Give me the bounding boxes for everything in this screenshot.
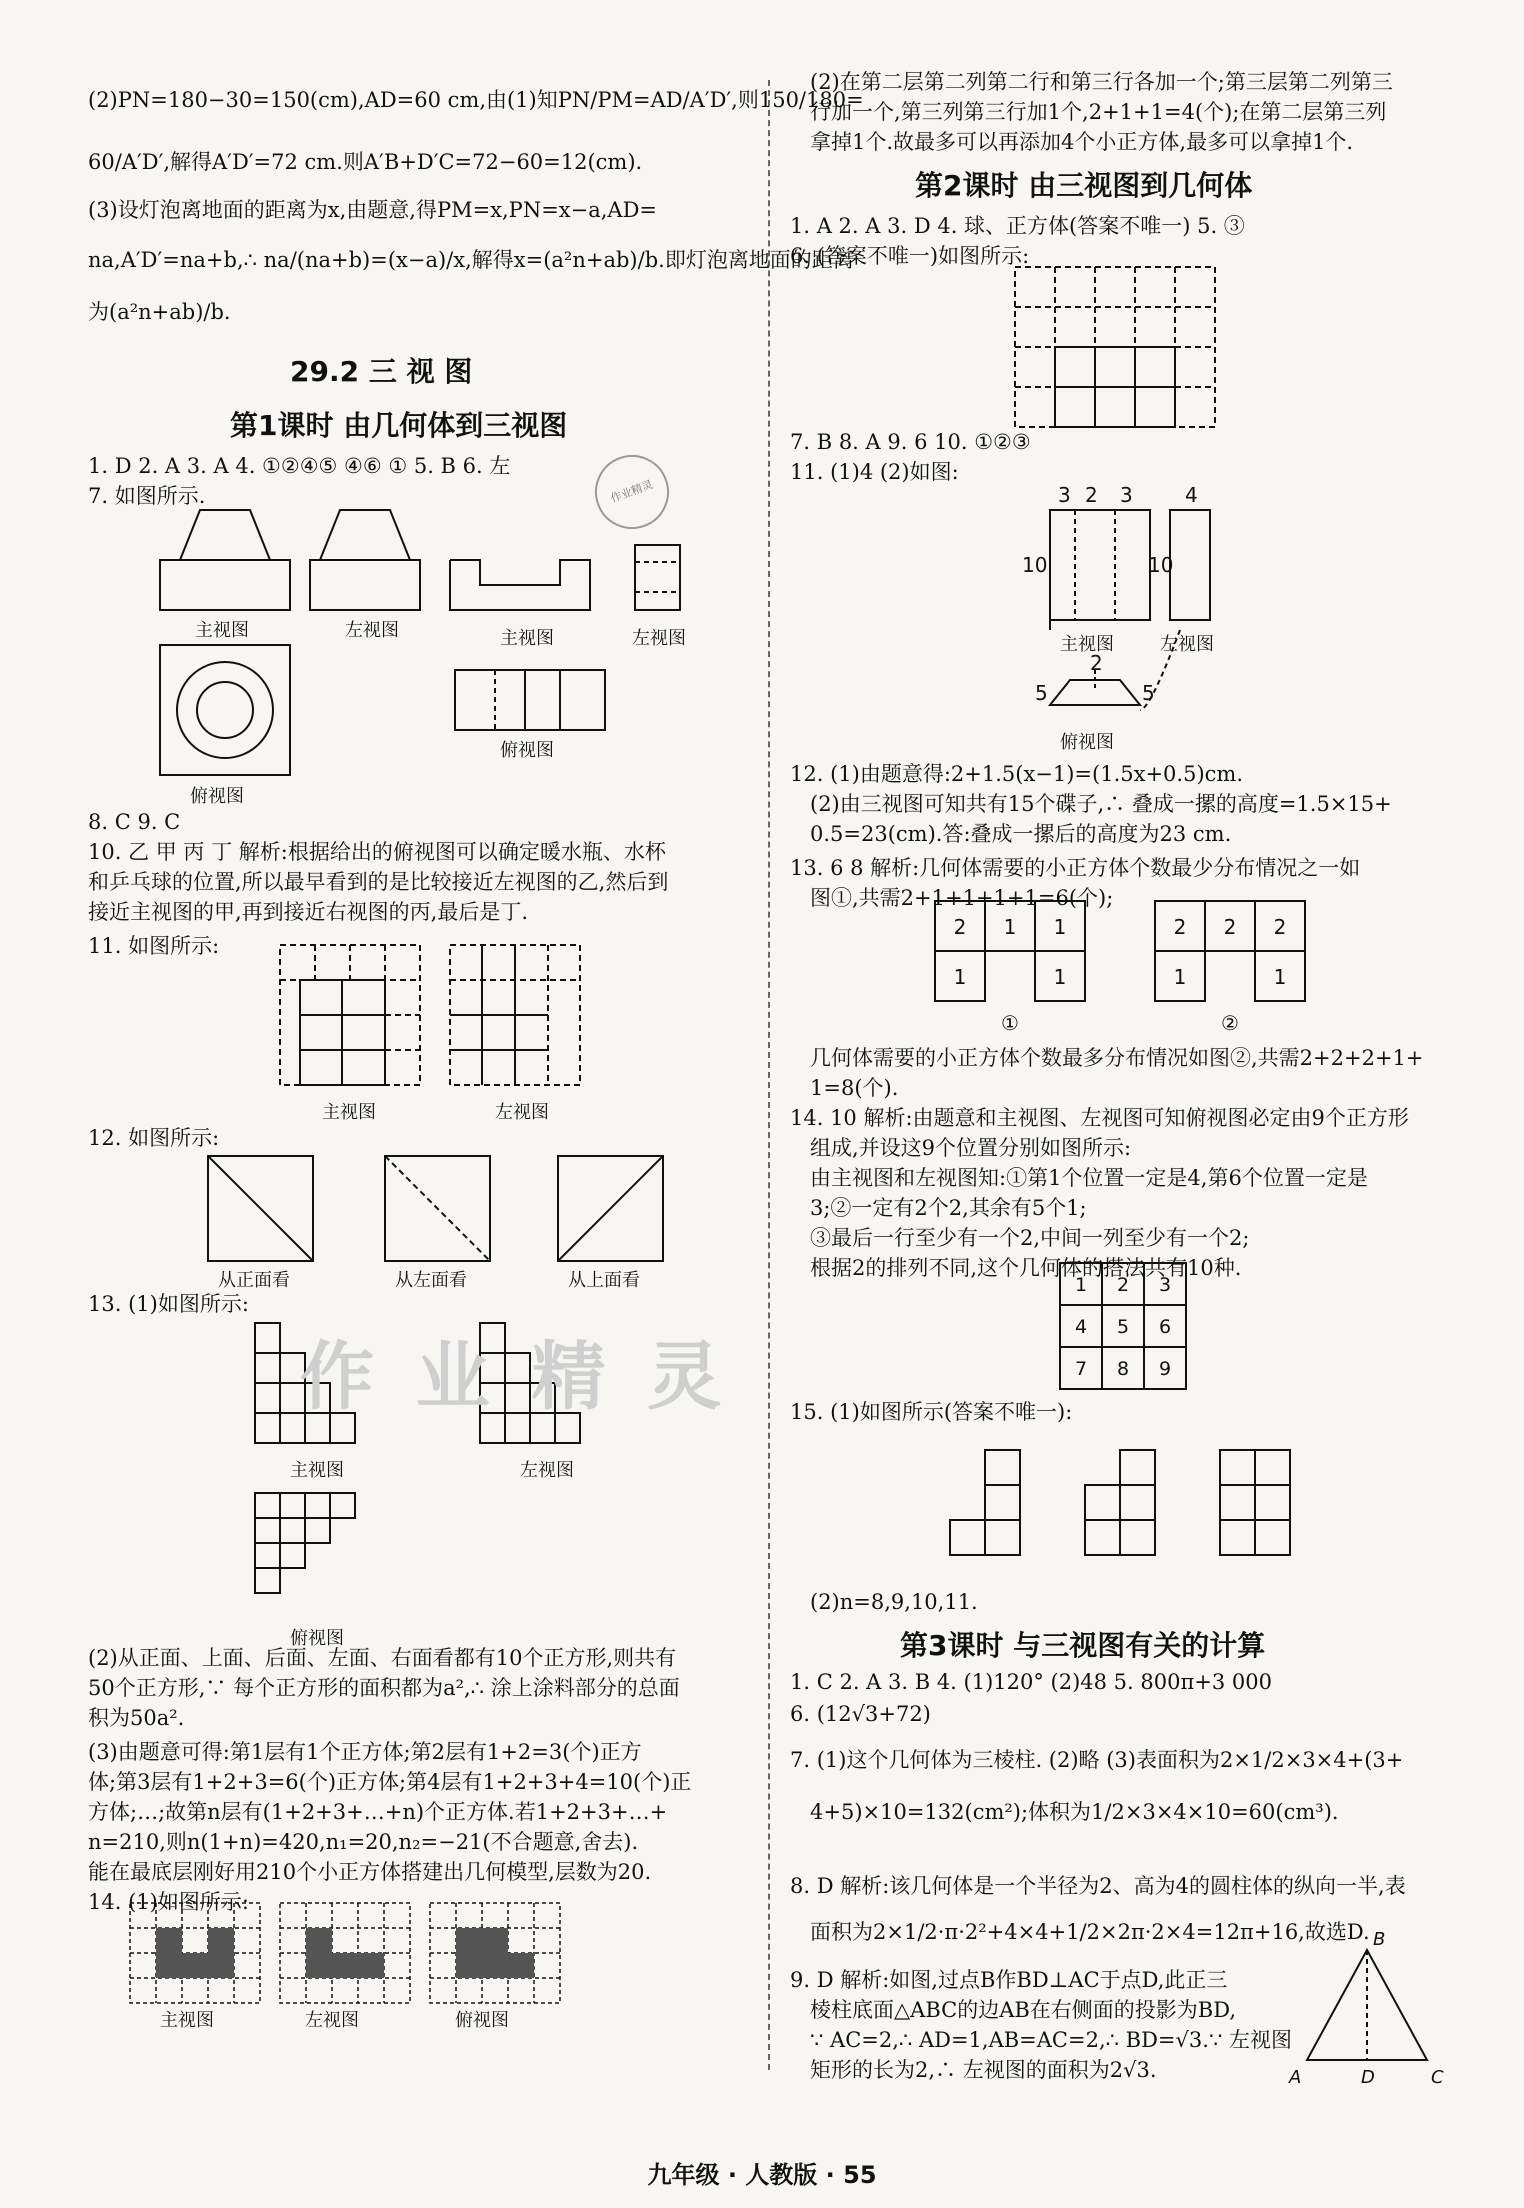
q15-figure bbox=[945, 1440, 1345, 1570]
nine-9: 9 bbox=[1158, 1358, 1172, 1380]
q9b-line-1: 9. D 解析:如图,过点B作BD⊥AC于点D,此正三 bbox=[790, 1968, 1228, 1992]
q13-text-2: 50个正方形,∵ 每个正方形的面积都为a²,∴ 涂上涂料部分的总面 bbox=[88, 1676, 680, 1700]
q13r-grids bbox=[930, 896, 1350, 1046]
column-divider bbox=[768, 80, 770, 2070]
q12r-line-3: 0.5=23(cm).答:叠成一摞后的高度为23 cm. bbox=[810, 822, 1232, 846]
q9b-line-2: 棱柱底面△ABC的边AB在右侧面的投影为BD, bbox=[810, 1998, 1236, 2022]
q13-text-5: 体;第3层有1+2+3=6(个)正方体;第4层有1+2+3+4=10(个)正 bbox=[88, 1770, 692, 1794]
q8b-line-1: 8. D 解析:该几何体是一个半径为2、高为4的圆柱体的纵向一半,表 bbox=[790, 1874, 1406, 1898]
nine-1: 1 bbox=[1074, 1274, 1088, 1296]
q12-cap-top: 从上面看 bbox=[568, 1270, 640, 1291]
lesson3-title: 第3课时 与三视图有关的计算 bbox=[900, 1629, 1266, 1662]
right-top-3: 拿掉1个.故最多可以再添加4个小正方体,最多可以拿掉1个. bbox=[810, 130, 1354, 154]
q12r-line-2: (2)由三视图可知共有15个碟子,∴ 叠成一摞的高度=1.5×15+ bbox=[810, 792, 1392, 816]
q7-cap-top1: 俯视图 bbox=[190, 786, 244, 807]
nine-4: 4 bbox=[1074, 1316, 1088, 1338]
q14r-line-2: 组成,并设这9个位置分别如图所示: bbox=[810, 1136, 1132, 1160]
g2-c3: 2 bbox=[1273, 915, 1287, 939]
q13-text-7: n=210,则n(1+n)=420,n₁=20,n₂=−21(不合题意,舍去). bbox=[88, 1830, 639, 1854]
nine-7: 7 bbox=[1074, 1358, 1088, 1380]
lesson2-title: 第2课时 由三视图到几何体 bbox=[915, 169, 1253, 202]
q11r-lbl-2: 2 bbox=[1085, 483, 1098, 507]
tri-D: D bbox=[1361, 2067, 1375, 2088]
q6-figure bbox=[1010, 262, 1220, 432]
q7-cap-left2: 左视图 bbox=[632, 628, 686, 649]
q11-cap-left: 左视图 bbox=[495, 1102, 549, 1123]
section-title: 29.2 三 视 图 bbox=[290, 355, 473, 388]
q12-figure bbox=[200, 1148, 680, 1268]
l2-answers: 1. A 2. A 3. D 4. 球、正方体(答案不唯一) 5. ③ bbox=[790, 214, 1245, 238]
left-line-4: na,A′D′=na+b,∴ na/(na+b)=(x−a)/x,解得x=(a²n+ab)/b.即灯泡离地面的距离 bbox=[88, 248, 854, 272]
left-line-2: 60/A′D′,解得A′D′=72 cm.则A′B+D′C=72−60=12(cm). bbox=[88, 150, 643, 174]
q14-cap-front: 主视图 bbox=[160, 2010, 214, 2031]
q7-cap-front2: 主视图 bbox=[500, 628, 554, 649]
q14r-line-5: ③最后一行至少有一个2,中间一列至少有一个2; bbox=[810, 1226, 1250, 1250]
g2-c2: 2 bbox=[1223, 915, 1237, 939]
q15b: (2)n=8,9,10,11. bbox=[810, 1590, 978, 1614]
g2-cap: ② bbox=[1221, 1011, 1239, 1035]
left-line-1: (2)PN=180−30=150(cm),AD=60 cm,由(1)知PN/PM=AD/A′D′,则150/180= bbox=[88, 88, 864, 112]
q7-cap-left1: 左视图 bbox=[345, 620, 399, 641]
q11-figure bbox=[270, 940, 590, 1090]
nine-6: 6 bbox=[1158, 1316, 1172, 1338]
q12-cap-left: 从左面看 bbox=[395, 1270, 467, 1291]
q10-line-2: 和乒乓球的位置,所以最早看到的是比较接近左视图的乙,然后到 bbox=[88, 870, 669, 894]
q11r-lbl-3a: 3 bbox=[1058, 483, 1071, 507]
tri-A: A bbox=[1289, 2067, 1302, 2088]
q14r-line-1: 14. 10 解析:由题意和主视图、左视图可知俯视图必定由9个正方形 bbox=[790, 1106, 1409, 1130]
q11r-lbl-10b: 10 bbox=[1148, 553, 1174, 577]
q12-cap-front: 从正面看 bbox=[218, 1270, 290, 1291]
q14-cap-top: 俯视图 bbox=[455, 2010, 509, 2031]
q7-label: 7. 如图所示. bbox=[88, 484, 206, 508]
q10-line-3: 接近主视图的甲,再到接近右视图的丙,最后是丁. bbox=[88, 900, 529, 924]
q9b-line-3: ∵ AC=2,∴ AD=1,AB=AC=2,∴ BD=√3.∵ 左视图 bbox=[810, 2028, 1292, 2052]
q13-label: 13. (1)如图所示: bbox=[88, 1292, 249, 1316]
g1-cap: ① bbox=[1001, 1011, 1019, 1035]
g2-c1: 2 bbox=[1173, 915, 1187, 939]
q11-label: 11. 如图所示: bbox=[88, 934, 220, 958]
q11r-cap-left: 左视图 bbox=[1160, 634, 1214, 655]
right-top-2: 行加一个,第三列第三行加1个,2+1+1=4(个);在第二层第三列 bbox=[810, 100, 1387, 124]
q15-label: 15. (1)如图所示(答案不唯一): bbox=[790, 1400, 1073, 1424]
q11-cap-front: 主视图 bbox=[322, 1102, 376, 1123]
q11r-figure bbox=[1022, 480, 1290, 750]
q13-text-4: (3)由题意可得:第1层有1个正方体;第2层有1+2=3(个)正方 bbox=[88, 1740, 642, 1764]
q13-cap-left: 左视图 bbox=[520, 1460, 574, 1481]
q7-cap-top2: 俯视图 bbox=[500, 740, 554, 761]
q10-line-1: 10. 乙 甲 丙 丁 解析:根据给出的俯视图可以确定暖水瓶、水杯 bbox=[88, 840, 666, 864]
g1-c3: 1 bbox=[1053, 915, 1067, 939]
g2-c5: 1 bbox=[1273, 965, 1287, 989]
page-footer: 九年级 · 人教版 · 55 bbox=[647, 2161, 877, 2189]
nine-3: 3 bbox=[1158, 1274, 1172, 1296]
q12r-line-1: 12. (1)由题意得:2+1.5(x−1)=(1.5x+0.5)cm. bbox=[790, 762, 1243, 786]
q8-9: 8. C 9. C bbox=[88, 810, 181, 834]
l1-answers: 1. D 2. A 3. A 4. ①②④⑤ ④⑥ ① 5. B 6. 左 bbox=[88, 454, 511, 478]
q11r-lbl-5b: 5 bbox=[1142, 681, 1155, 705]
tri-B: B bbox=[1373, 1929, 1386, 1950]
left-line-3: (3)设灯泡离地面的距离为x,由题意,得PM=x,PN=x−a,AD= bbox=[88, 198, 658, 222]
q7b-line-2: 4+5)×10=132(cm²);体积为1/2×3×4×10=60(cm³). bbox=[810, 1800, 1339, 1824]
q13-text-8: 能在最底层刚好用210个小正方体搭建出几何模型,层数为20. bbox=[88, 1860, 652, 1884]
q13r-line-2: 图①,共需2+1+1+1+1=6(个); bbox=[810, 886, 1114, 910]
q11r-lbl-3b: 3 bbox=[1120, 483, 1133, 507]
nine-8: 8 bbox=[1116, 1358, 1130, 1380]
g1-c1: 2 bbox=[953, 915, 967, 939]
nine-grid bbox=[1055, 1258, 1195, 1398]
q13r-tail-2: 1=8(个). bbox=[810, 1076, 899, 1100]
lesson1-title: 第1课时 由几何体到三视图 bbox=[230, 409, 568, 442]
q13-cap-top: 俯视图 bbox=[290, 1628, 344, 1649]
q14r-line-6: 根据2的排列不同,这个几何体的搭法共有10种. bbox=[810, 1256, 1242, 1280]
q7b-line-1: 7. (1)这个几何体为三棱柱. (2)略 (3)表面积为2×1/2×3×4+(3+ bbox=[790, 1748, 1404, 1772]
nine-2: 2 bbox=[1116, 1274, 1130, 1296]
l3-answers: 1. C 2. A 3. B 4. (1)120° (2)48 5. 800π+3 000 bbox=[790, 1670, 1272, 1694]
nine-5: 5 bbox=[1116, 1316, 1130, 1338]
q13-text-6: 方体;…;故第n层有(1+2+3+…+n)个正方体.若1+2+3+…+ bbox=[88, 1800, 668, 1824]
g2-c4: 1 bbox=[1173, 965, 1187, 989]
q11r-cap-top: 俯视图 bbox=[1060, 732, 1114, 753]
q14-figure bbox=[125, 1898, 665, 2008]
tri-C: C bbox=[1431, 2067, 1444, 2088]
stamp-seal: 作业精灵 bbox=[585, 445, 680, 540]
q7-10: 7. B 8. A 9. 6 10. ①②③ bbox=[790, 430, 1031, 454]
q14-label: 14. (1)如图所示: bbox=[88, 1890, 249, 1914]
q11r-lbl-4: 4 bbox=[1185, 483, 1198, 507]
q13r-tail-1: 几何体需要的小正方体个数最多分布情况如图②,共需2+2+2+1+ bbox=[810, 1046, 1424, 1070]
q14r-line-3: 由主视图和左视图知:①第1个位置一定是4,第6个位置一定是 bbox=[810, 1166, 1368, 1190]
g1-c2: 1 bbox=[1003, 915, 1017, 939]
q14r-line-4: 3;②一定有2个2,其余有5个1; bbox=[810, 1196, 1087, 1220]
q11r-lbl-10a: 10 bbox=[1022, 553, 1048, 577]
q14-cap-left: 左视图 bbox=[305, 2010, 359, 2031]
q13-text-1: (2)从正面、上面、后面、左面、右面看都有10个正方形,则共有 bbox=[88, 1646, 677, 1670]
q11r-cap-front: 主视图 bbox=[1060, 634, 1114, 655]
left-line-5: 为(a²n+ab)/b. bbox=[88, 300, 231, 324]
triangle-figure bbox=[1285, 1925, 1455, 2090]
q8b-line-2: 面积为2×1/2·π·2²+4×4+1/2×2π·2×4=12π+16,故选D. bbox=[810, 1920, 1370, 1944]
right-top-1: (2)在第二层第二列第二行和第三行各加一个;第三层第二列第三 bbox=[810, 70, 1393, 94]
watermark: 作 业 精 灵 bbox=[300, 1334, 730, 1420]
q6b: 6. (12√3+72) bbox=[790, 1702, 931, 1726]
q12-label: 12. 如图所示: bbox=[88, 1126, 220, 1150]
q13-text-3: 积为50a². bbox=[88, 1706, 185, 1730]
q11r-lbl-5a: 5 bbox=[1035, 681, 1048, 705]
q13-cap-front: 主视图 bbox=[290, 1460, 344, 1481]
g1-c5: 1 bbox=[1053, 965, 1067, 989]
g1-c4: 1 bbox=[953, 965, 967, 989]
q11r-lbl-2b: 2 bbox=[1090, 651, 1103, 675]
q13r-line-1: 13. 6 8 解析:几何体需要的小正方体个数最少分布情况之一如 bbox=[790, 856, 1361, 880]
q9b-line-4: 矩形的长为2,∴ 左视图的面积为2√3. bbox=[810, 2058, 1157, 2082]
q6-label: 6. (答案不唯一)如图所示: bbox=[790, 244, 1030, 268]
q11r-label: 11. (1)4 (2)如图: bbox=[790, 460, 959, 484]
q7-cap-front1: 主视图 bbox=[195, 620, 249, 641]
